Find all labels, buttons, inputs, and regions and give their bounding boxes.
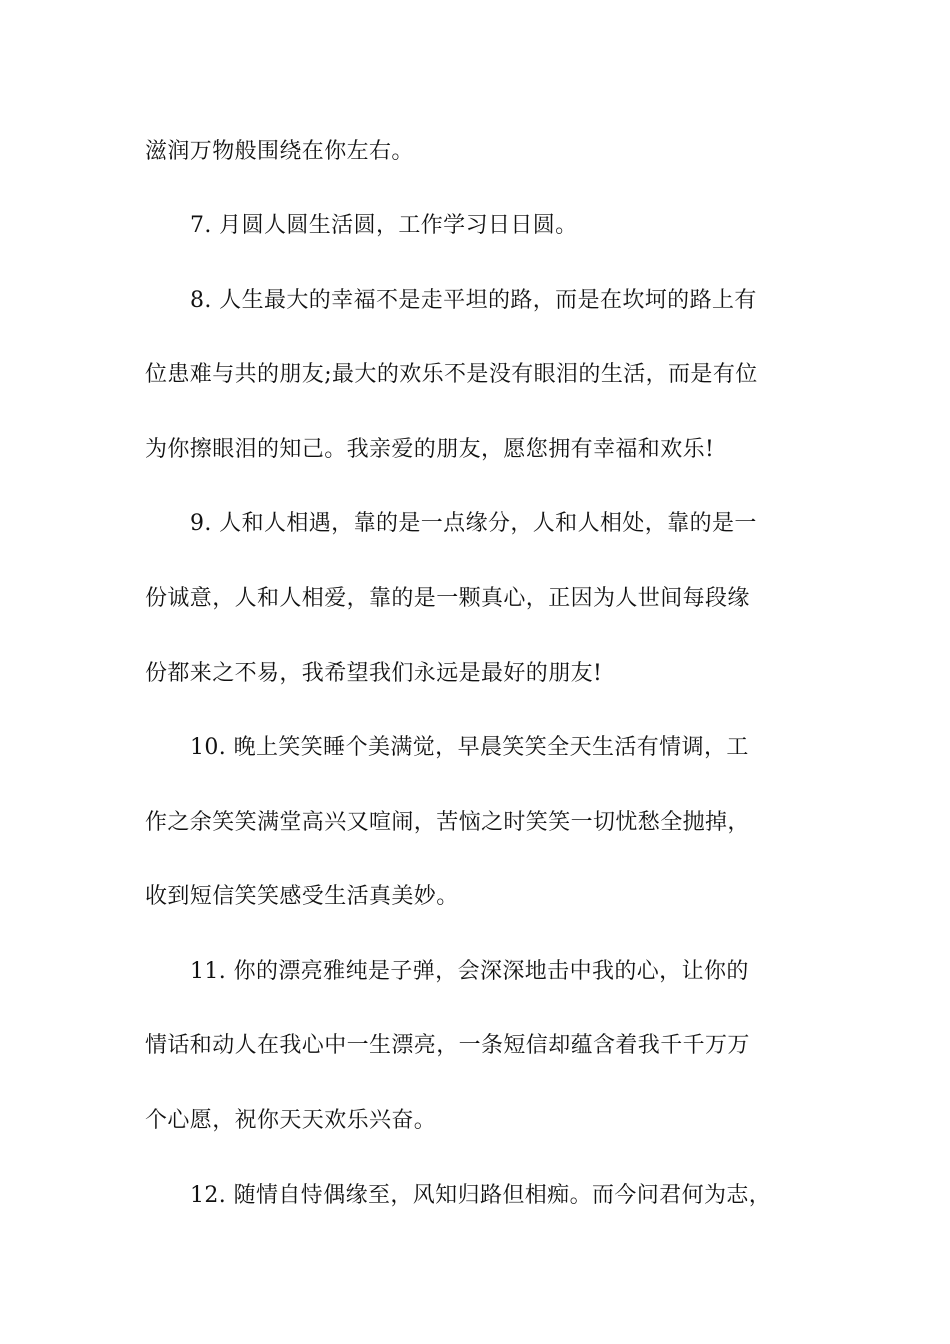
text-line: 滋润万物般围绕在你左右。	[145, 139, 414, 164]
text-line: 位患难与共的朋友;最大的欢乐不是没有眼泪的生活，而是有位	[145, 362, 758, 387]
text-line: 情话和动人在我心中一生漂亮，一条短信却蕴含着我千千万万	[145, 1033, 750, 1058]
text-line: 9. 人和人相遇，靠的是一点缘分，人和人相处，靠的是一	[190, 511, 757, 536]
text-line: 10. 晚上笑笑睡个美满觉，早晨笑笑全天生活有情调，工	[190, 735, 749, 760]
text-line: 11. 你的漂亮雅纯是子弹，会深深地击中我的心，让你的	[190, 959, 749, 984]
text-line: 个心愿，祝你天天欢乐兴奋。	[145, 1108, 437, 1133]
text-line: 12. 随情自恃偶缘至，风知归路但相痴。而今问君何为志，	[190, 1183, 772, 1208]
text-line: 份诚意，人和人相爱，靠的是一颗真心，正因为人世间每段缘	[145, 586, 750, 611]
text-line: 为你擦眼泪的知己。我亲爱的朋友，愿您拥有幸福和欢乐!	[145, 437, 715, 462]
text-line: 作之余笑笑满堂高兴又喧闹，苦恼之时笑笑一切忧愁全抛掉，	[145, 810, 750, 835]
text-line: 8. 人生最大的幸福不是走平坦的路，而是在坎坷的路上有	[190, 288, 757, 313]
text-line: 收到短信笑笑感受生活真美妙。	[145, 884, 459, 909]
text-line: 份都来之不易，我希望我们永远是最好的朋友!	[145, 661, 603, 686]
text-line: 7. 月圆人圆生活圆，工作学习日日圆。	[190, 213, 578, 238]
